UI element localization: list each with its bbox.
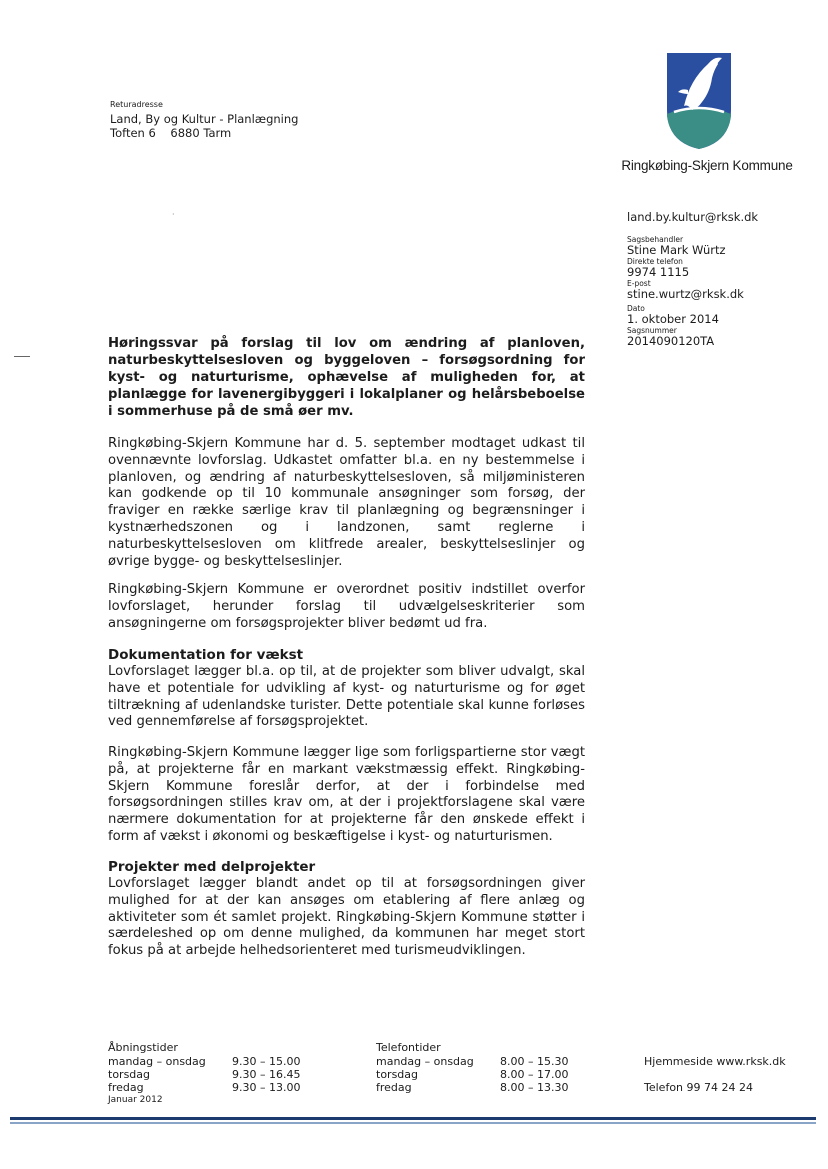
paragraph: Lovforslaget lægger blandt andet op til at forsøgsordningen giver mulighed for at der kan ansøges om etablering af flere anlæg og aktiviteter som ét samlet projekt. Ringkøbing-Skjern Kommune støtter i særdeleshed op om denne mulighed, da kommunen har meget stort fokus på at arbejde helhedsorienteret med turismeudviklingen. (108, 876, 585, 959)
phone-label: Direkte telefon (627, 257, 683, 266)
date-label: Dato (627, 304, 645, 313)
opening-hours-day: fredag (108, 1081, 144, 1094)
case-handler-label: Sagsbehandler (627, 235, 684, 244)
return-address-line: Land, By og Kultur - Planlægning (110, 112, 299, 126)
paragraph: Ringkøbing-Skjern Kommune har d. 5. september modtaget udkast til ovennævnte lovforslag. Udkastet omfatter bl.a. en ny bestemmelse i planloven, og ændring af naturbeskyttelsesloven, så miljøministeren kan godkende op til 10 kommunale ansøgninger som forsøg, der fraviger en række særlige krav til planlægning og begrænsninger i kystnærhedszonen og i landzonen, samt reglerne i naturbeskyttelsesloven om klitfrede arealer, beskyttelseslinjer og øvrige bygge- og beskyttelseslinjer. (108, 436, 585, 569)
section-heading: Projekter med delprojekter (108, 859, 316, 875)
department-email: land.by.kultur@rksk.dk (627, 210, 759, 224)
case-number-label: Sagsnummer (627, 326, 677, 335)
mail-label: E-post (627, 279, 651, 288)
paragraph: Lovforslaget lægger bl.a. op til, at de projekter som bliver udvalgt, skal have et potentiale for udvikling af kyst- og naturturisme og for øget tiltrækning af udenlandske turister. Dette potentiale skal kunne forløses ved gennemførelse af forsøgsprojektet. (108, 664, 585, 730)
footer-rule (10, 1117, 816, 1120)
return-address-line: Toften 6 6880 Tarm (110, 126, 232, 140)
case-handler-block (627, 235, 817, 348)
website-link[interactable]: Hjemmeside www.rksk.dk (644, 1055, 786, 1068)
phone-hours-day: fredag (376, 1081, 412, 1094)
phone-hours-time: 8.00 – 15.30 (500, 1055, 569, 1068)
date-value: 1. oktober 2014 (627, 312, 719, 326)
paragraph: Ringkøbing-Skjern Kommune lægger lige som forligspartierne stor vægt på, at projekterne får en markant vækstmæssig effekt. Ringkøbing-Skjern Kommune foreslår derfor, at der i forbindelse med forsøgsordningen stilles krav om, at der i projektforslagene skal være nærmere dokumentation for at projekterne får den ønskede effekt i form af vækst i økonomi og beskæftigelse i kyst- og naturturismen. (108, 745, 585, 844)
letter-headline: Høringssvar på forslag til lov om ændring af planloven, naturbeskyttelsesloven og byggeloven – forsøgsordning for kyst- og naturturisme, ophævelse af muligheden for, at planlægge for lavenergibyggeri i lokalplaner og helårsbeboelse i sommerhuse på de små øer mv. (108, 336, 585, 419)
phone-hours-time: 8.00 – 17.00 (500, 1068, 569, 1081)
phone-value: 9974 1115 (627, 265, 690, 279)
municipal-coat-of-arms-dolphin-icon (664, 50, 734, 152)
section-heading: Dokumentation for vækst (108, 647, 304, 663)
case-number-value: 2014090120TA (627, 334, 715, 348)
paragraph: Ringkøbing-Skjern Kommune er overordnet positiv indstillet overfor lovforslaget, herunder forslag til udvælgelseskriterier som ansøgningerne om forsøgsprojekter bliver bedømt ud fra. (108, 582, 585, 631)
main-phone: Telefon 99 74 24 24 (644, 1081, 753, 1094)
phone-hours-day: mandag – onsdag (376, 1055, 474, 1068)
footer-rule (10, 1122, 816, 1124)
opening-hours-note: Januar 2012 (108, 1095, 163, 1105)
opening-hours-day: torsdag (108, 1068, 151, 1081)
return-address-label: Returadresse (110, 100, 163, 109)
scan-speck: · (172, 210, 175, 219)
mail-value: stine.wurtz@rksk.dk (627, 287, 744, 301)
phone-hours-time: 8.00 – 13.30 (500, 1081, 569, 1094)
phone-hours-title: Telefontider (376, 1041, 441, 1054)
opening-hours-time: 9.30 – 13.00 (232, 1081, 301, 1094)
case-handler-name: Stine Mark Würtz (627, 243, 726, 257)
phone-hours-day: torsdag (376, 1068, 419, 1081)
opening-hours-day: mandag – onsdag (108, 1055, 206, 1068)
scan-mark (14, 356, 30, 357)
opening-hours-time: 9.30 – 16.45 (232, 1068, 301, 1081)
return-address (110, 100, 298, 140)
opening-hours-title: Åbningstider (108, 1041, 178, 1054)
municipality-name: Ringkøbing-Skjern Kommune (621, 158, 793, 173)
opening-hours-time: 9.30 – 15.00 (232, 1055, 301, 1068)
